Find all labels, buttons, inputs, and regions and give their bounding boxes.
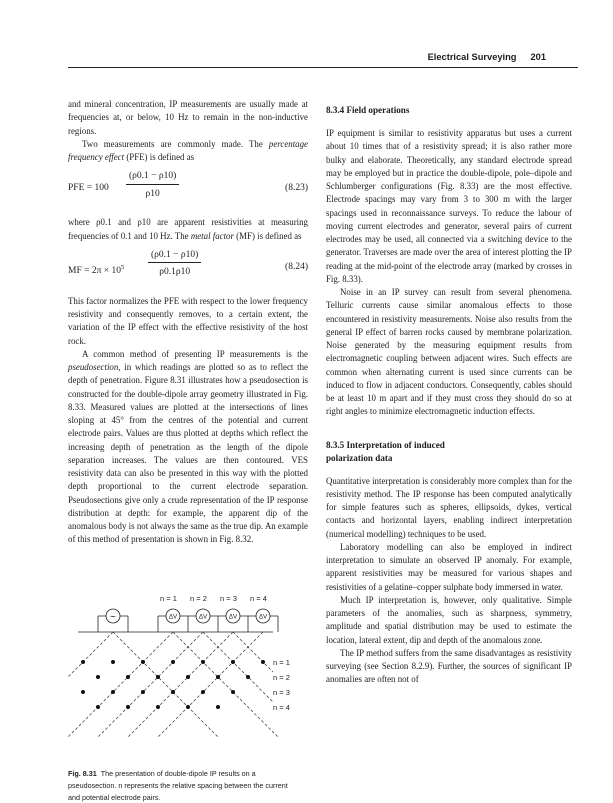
paragraph: Two measurements are commonly made. The percentage frequency effect (PFE) is defined as <box>68 138 308 162</box>
header-rule <box>68 67 578 68</box>
paragraph: Laboratory modelling can also be employed in indirect interpretation to simulate an observed IP anomaly. For example, apparent resistivities may be measured for various shapes and resistivities of a gelatine–copper sulphate body immersed in water. <box>326 541 572 592</box>
paragraph: This factor normalizes the PFE with respect to the lower frequency resistivity and consequently removes, to a certain extent, the variation of the IP effect with the effective resistivity of the host rock. <box>68 295 308 346</box>
top-label-n4: n = 4 <box>250 594 267 603</box>
equation-lhs: MF = $2\pi \times 10^5$ <box>68 263 125 276</box>
page-number: 201 <box>530 52 546 62</box>
equation-denominator: ρ10 <box>145 188 160 199</box>
section-heading-8-3-5: 8.3.5 Interpretation of induced polarization data <box>326 439 445 463</box>
equation-numerator: (ρ0.1 − ρ10) <box>148 249 201 263</box>
top-label-n3: n = 3 <box>220 594 237 603</box>
equation-8-23 <box>68 170 308 210</box>
voltmeter-label: ΔV <box>228 613 238 621</box>
voltmeter-label: ΔV <box>198 613 208 621</box>
term-pseudosection: pseudosection <box>68 362 119 372</box>
equation-8-24 <box>68 249 308 289</box>
side-label-n3: n = 3 <box>273 688 290 697</box>
voltmeter-label: ΔV <box>168 613 178 621</box>
paragraph: where ρ0.1 and ρ10 are apparent resistivities at measuring frequencies of 0.1 and 10 Hz. The metal factor (MF) is defined as <box>68 217 308 241</box>
side-label-n4: n = 4 <box>273 703 290 712</box>
paragraph: Much IP interpretation is, however, only qualitative. Simple parameters of the anomalies, such as sharpness, symmetry, amplitude and spatial distribution may be used to estimate the location, lateral extent, dip and depth of the anomalous zone. <box>326 594 572 645</box>
current-source <box>98 609 128 632</box>
paragraph: and mineral concentration, IP measurements are usually made at frequencies at, or below, 10 Hz to remain in the non-inductive regions. <box>68 99 308 136</box>
left-column <box>68 98 308 547</box>
voltmeter-1 <box>158 609 188 632</box>
voltmeter-3 <box>218 609 248 632</box>
running-header <box>0 52 546 62</box>
voltmeter-2 <box>188 609 218 632</box>
equation-number: (8.23) <box>285 183 308 194</box>
voltmeter-4 <box>248 609 278 632</box>
right-column <box>326 104 572 687</box>
equation-number: (8.24) <box>285 261 308 272</box>
term-metal-factor: metal factor <box>190 230 234 241</box>
pseudosection-points <box>81 660 265 709</box>
exponent: 5 <box>121 263 125 271</box>
paragraph: The IP method suffers from the same disadvantages as resistivity surveying (see Section 8.2.9). Further, the sources of significant IP anomalies are often not of <box>326 647 572 685</box>
figure-8-31-pseudosection <box>68 592 308 762</box>
source-symbol: ∼ <box>109 612 117 621</box>
paragraph: Quantitative interpretation is considerably more complex than for the resistivity method. The IP response has been computed analytically for simple features such as spheres, ellipsoids, dykes, vertical contacts and horizontal layers, enabling indirect interpretation (numerical modelling) techniques to be used. <box>326 475 572 539</box>
running-title: Electrical Surveying <box>427 52 517 62</box>
side-label-n1: n = 1 <box>273 658 290 667</box>
equation-lhs: PFE = 100 <box>68 183 109 194</box>
paragraph: IP equipment is similar to resistivity apparatus but uses a current about 10 times that of a resistivity spread; it is also rather more bulky and elaborate. Theoretically, any standard electrode spread may be employed but in practice the double-dipole, pole–dipole and Schlumberger configurations (Fig. 8.33) are the most effective. Electrode spacings may vary from 3 to 300 m with the larger spacings used in reconnaissance surveys. To reduce the labour of moving current electrodes and generator, several pairs of current electrodes may be used, all connected via a switching device to the generator. Traverses are made over the area of interest plotting the IP reading at the mid-point of the electrode array (marked by crosses in Fig. 8.33). <box>326 128 572 284</box>
section-heading-8-3-4: 8.3.4 Field operations <box>326 105 410 115</box>
paragraph: Noise in an IP survey can result from several phenomena. Telluric currents cause similar anomalous effects to those encountered in resistivity measurements. Noise also results from the general IP effect of barren rocks caused by membrane polarization. Noise generated by the measuring equipment results from electromagnetic coupling between adjacent wires. Such effects are common when alternating current is used since currents can be induced to flow in adjacent conductors. Consequently, cables should be at least 10 m apart and if they must cross they should do so at right angles to minimize electromagnetic induction effects. <box>326 287 572 417</box>
side-label-n2: n = 2 <box>273 673 290 682</box>
construction-lines <box>68 632 278 737</box>
top-label-n2: n = 2 <box>190 594 207 603</box>
caption-number: Fig. 8.31 <box>68 769 97 778</box>
figure-caption <box>68 768 300 803</box>
voltmeter-label: ΔV <box>258 613 268 621</box>
top-label-n1: n = 1 <box>160 594 177 603</box>
equation-numerator: (ρ0.1 − ρ10) <box>126 170 179 184</box>
paragraph: A common method of presenting IP measurements is the pseudosection, in which readings are plotted so as to reflect the depth of penetration. Figure 8.31 illustrates how a pseudosection is constructed for the double-dipole array geometry illustrated in Fig. 8.33. Measured values are plotted at the intersections of lines sloping at 45° from the centres of the potential and current electrode pairs. Values are thus plotted at depths which reflect the increasing depth of penetration as the length of the dipole separation increases. The values are then contoured. VES resistivity data can also be presented in this way with the plotted depth proportional to the current electrode separation. Pseudosections give only a crude representation of the IP response distribution at depth: for example, the apparent dip of the anomalous body is not always the same as the true dip. An example of this method of presentation is shown in Fig. 8.32. <box>68 348 308 545</box>
caption-text: The presentation of double-dipole IP results on a pseudosection. n represents the relative spacing between the current and potential electrode pairs. <box>68 769 288 802</box>
equation-denominator: ρ0.1ρ10 <box>159 267 191 277</box>
term-pfe: percentage frequency effect <box>68 138 308 162</box>
